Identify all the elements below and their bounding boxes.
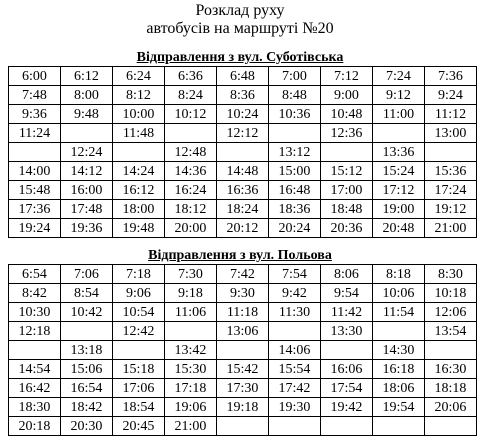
time-cell: 9:00 — [321, 86, 373, 105]
time-cell: 8:30 — [425, 265, 477, 284]
time-cell: 13:36 — [373, 143, 425, 162]
table-row — [9, 360, 477, 379]
time-cell — [321, 143, 373, 162]
time-cell: 20:00 — [165, 219, 217, 238]
time-cell: 11:24 — [9, 124, 61, 143]
time-cell: 10:54 — [113, 303, 165, 322]
time-cell: 16:48 — [269, 181, 321, 200]
time-cell: 11:54 — [373, 303, 425, 322]
time-cell: 7:54 — [269, 265, 321, 284]
time-cell: 18:24 — [217, 200, 269, 219]
section-heading-text: Відправлення з вул. Польова — [148, 248, 332, 263]
time-cell: 15:36 — [425, 162, 477, 181]
time-cell: 13:42 — [165, 341, 217, 360]
time-cell: 15:06 — [61, 360, 113, 379]
time-cell: 17:30 — [217, 379, 269, 398]
time-cell: 15:54 — [269, 360, 321, 379]
time-cell: 8:24 — [165, 86, 217, 105]
time-cell: 9:12 — [373, 86, 425, 105]
time-cell — [321, 341, 373, 360]
section-suborivska — [0, 50, 480, 238]
time-cell: 9:30 — [217, 284, 269, 303]
time-cell — [373, 124, 425, 143]
time-cell: 19:48 — [113, 219, 165, 238]
time-cell: 19:24 — [9, 219, 61, 238]
time-cell: 17:00 — [321, 181, 373, 200]
table-row — [9, 162, 477, 181]
time-cell: 11:48 — [113, 124, 165, 143]
time-cell: 9:42 — [269, 284, 321, 303]
table-row — [9, 417, 477, 436]
time-cell: 17:18 — [165, 379, 217, 398]
time-cell: 10:36 — [269, 105, 321, 124]
time-cell: 11:42 — [321, 303, 373, 322]
time-cell: 13:12 — [269, 143, 321, 162]
time-cell: 8:42 — [9, 284, 61, 303]
time-cell — [217, 341, 269, 360]
time-cell: 7:24 — [373, 67, 425, 86]
time-cell: 7:42 — [217, 265, 269, 284]
time-cell: 14:30 — [373, 341, 425, 360]
time-cell: 16:24 — [165, 181, 217, 200]
time-cell: 9:18 — [165, 284, 217, 303]
time-cell: 17:24 — [425, 181, 477, 200]
time-cell — [113, 341, 165, 360]
time-cell: 13:06 — [217, 322, 269, 341]
time-cell: 9:36 — [9, 105, 61, 124]
section-heading-text: Відправлення з вул. Суботівська — [136, 50, 344, 65]
time-cell: 15:48 — [9, 181, 61, 200]
time-cell: 12:06 — [425, 303, 477, 322]
time-cell — [269, 417, 321, 436]
time-cell: 16:36 — [217, 181, 269, 200]
time-cell: 15:18 — [113, 360, 165, 379]
time-cell: 13:18 — [61, 341, 113, 360]
time-cell: 14:54 — [9, 360, 61, 379]
table-row — [9, 284, 477, 303]
time-cell: 7:30 — [165, 265, 217, 284]
time-cell: 16:00 — [61, 181, 113, 200]
time-cell: 9:54 — [321, 284, 373, 303]
time-cell: 8:54 — [61, 284, 113, 303]
time-cell: 14:48 — [217, 162, 269, 181]
schedule-table — [8, 264, 477, 436]
time-cell: 17:42 — [269, 379, 321, 398]
time-cell: 10:06 — [373, 284, 425, 303]
time-cell: 7:18 — [113, 265, 165, 284]
time-cell: 7:06 — [61, 265, 113, 284]
time-cell: 14:12 — [61, 162, 113, 181]
time-cell: 15:12 — [321, 162, 373, 181]
time-cell: 6:36 — [165, 67, 217, 86]
time-cell: 19:12 — [425, 200, 477, 219]
time-cell: 8:48 — [269, 86, 321, 105]
time-cell: 17:54 — [321, 379, 373, 398]
time-cell — [425, 143, 477, 162]
time-cell: 17:12 — [373, 181, 425, 200]
time-cell: 9:24 — [425, 86, 477, 105]
time-cell — [9, 341, 61, 360]
table-row — [9, 86, 477, 105]
time-cell: 20:18 — [9, 417, 61, 436]
time-cell — [61, 322, 113, 341]
time-cell: 9:48 — [61, 105, 113, 124]
schedule-table — [8, 66, 477, 238]
time-cell: 19:54 — [373, 398, 425, 417]
time-cell: 8:06 — [321, 265, 373, 284]
time-cell: 6:00 — [9, 67, 61, 86]
time-cell: 17:36 — [9, 200, 61, 219]
time-cell: 18:18 — [425, 379, 477, 398]
time-cell: 20:06 — [425, 398, 477, 417]
table-row — [9, 219, 477, 238]
time-cell: 20:45 — [113, 417, 165, 436]
title-line-2: автобусів на маршруті №20 — [146, 20, 334, 37]
page-title — [0, 2, 480, 38]
time-cell: 20:36 — [321, 219, 373, 238]
time-cell: 18:36 — [269, 200, 321, 219]
time-cell: 12:42 — [113, 322, 165, 341]
time-cell: 10:18 — [425, 284, 477, 303]
time-cell: 15:42 — [217, 360, 269, 379]
time-cell: 21:00 — [165, 417, 217, 436]
time-cell: 10:48 — [321, 105, 373, 124]
time-cell: 18:12 — [165, 200, 217, 219]
time-cell: 11:00 — [373, 105, 425, 124]
time-cell: 7:00 — [269, 67, 321, 86]
time-cell: 18:06 — [373, 379, 425, 398]
time-cell: 21:00 — [425, 219, 477, 238]
section-heading — [0, 50, 480, 66]
table-row — [9, 341, 477, 360]
time-cell: 11:30 — [269, 303, 321, 322]
time-cell: 7:36 — [425, 67, 477, 86]
time-cell — [113, 143, 165, 162]
time-cell: 19:06 — [165, 398, 217, 417]
time-cell: 14:00 — [9, 162, 61, 181]
time-cell: 19:00 — [373, 200, 425, 219]
time-cell — [425, 417, 477, 436]
time-cell: 19:30 — [269, 398, 321, 417]
time-cell: 9:06 — [113, 284, 165, 303]
time-cell: 20:12 — [217, 219, 269, 238]
time-cell: 8:12 — [113, 86, 165, 105]
table-row — [9, 105, 477, 124]
time-cell: 6:48 — [217, 67, 269, 86]
time-cell: 14:06 — [269, 341, 321, 360]
time-cell: 12:18 — [9, 322, 61, 341]
time-cell: 8:00 — [61, 86, 113, 105]
time-cell: 13:00 — [425, 124, 477, 143]
time-cell: 18:48 — [321, 200, 373, 219]
time-cell: 12:12 — [217, 124, 269, 143]
time-cell: 15:24 — [373, 162, 425, 181]
table-row — [9, 124, 477, 143]
time-cell: 11:18 — [217, 303, 269, 322]
time-cell: 20:48 — [373, 219, 425, 238]
time-cell — [165, 322, 217, 341]
table-row — [9, 181, 477, 200]
time-cell: 14:24 — [113, 162, 165, 181]
time-cell — [321, 417, 373, 436]
section-polova — [0, 248, 480, 436]
table-row — [9, 67, 477, 86]
table-row — [9, 265, 477, 284]
time-cell: 16:18 — [373, 360, 425, 379]
time-cell — [269, 124, 321, 143]
table-row — [9, 398, 477, 417]
table-row — [9, 200, 477, 219]
title-line-1: Розклад руху — [195, 2, 285, 19]
time-cell: 10:00 — [113, 105, 165, 124]
table-row — [9, 303, 477, 322]
time-cell: 16:06 — [321, 360, 373, 379]
table-row — [9, 379, 477, 398]
time-cell: 16:30 — [425, 360, 477, 379]
time-cell: 10:42 — [61, 303, 113, 322]
time-cell — [373, 322, 425, 341]
time-cell — [165, 124, 217, 143]
time-cell — [61, 124, 113, 143]
time-cell: 17:06 — [113, 379, 165, 398]
table-row — [9, 143, 477, 162]
time-cell — [217, 417, 269, 436]
time-cell: 8:18 — [373, 265, 425, 284]
time-cell: 15:00 — [269, 162, 321, 181]
time-cell: 16:54 — [61, 379, 113, 398]
time-cell: 6:54 — [9, 265, 61, 284]
time-cell — [217, 143, 269, 162]
time-cell: 18:30 — [9, 398, 61, 417]
time-cell: 7:48 — [9, 86, 61, 105]
time-cell: 10:12 — [165, 105, 217, 124]
time-cell: 11:12 — [425, 105, 477, 124]
time-cell: 16:12 — [113, 181, 165, 200]
time-cell: 19:36 — [61, 219, 113, 238]
time-cell: 12:24 — [61, 143, 113, 162]
time-cell: 17:48 — [61, 200, 113, 219]
time-cell — [373, 417, 425, 436]
time-cell: 13:30 — [321, 322, 373, 341]
time-cell: 18:54 — [113, 398, 165, 417]
time-cell: 19:18 — [217, 398, 269, 417]
table-row — [9, 322, 477, 341]
time-cell — [425, 341, 477, 360]
time-cell: 15:30 — [165, 360, 217, 379]
section-heading — [0, 248, 480, 264]
time-cell: 11:06 — [165, 303, 217, 322]
time-cell: 10:24 — [217, 105, 269, 124]
time-cell: 19:42 — [321, 398, 373, 417]
time-cell: 20:30 — [61, 417, 113, 436]
time-cell — [9, 143, 61, 162]
time-cell: 6:24 — [113, 67, 165, 86]
time-cell: 18:42 — [61, 398, 113, 417]
time-cell: 8:36 — [217, 86, 269, 105]
time-cell: 16:42 — [9, 379, 61, 398]
time-cell: 6:12 — [61, 67, 113, 86]
time-cell: 18:00 — [113, 200, 165, 219]
time-cell: 10:30 — [9, 303, 61, 322]
time-cell — [269, 322, 321, 341]
time-cell: 12:36 — [321, 124, 373, 143]
time-cell: 13:54 — [425, 322, 477, 341]
time-cell: 7:12 — [321, 67, 373, 86]
time-cell: 14:36 — [165, 162, 217, 181]
time-cell: 20:24 — [269, 219, 321, 238]
time-cell: 12:48 — [165, 143, 217, 162]
